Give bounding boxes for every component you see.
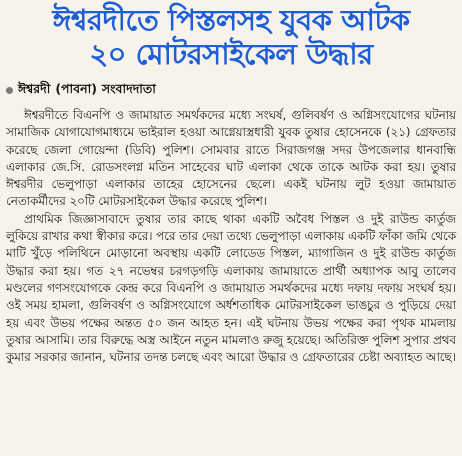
headline-line-2: ২০ মোটরসাইকেল উদ্ধার	[89, 37, 373, 72]
byline	[6, 81, 456, 101]
byline-place: ঈশ্বরদী	[18, 80, 51, 96]
headline	[6, 4, 456, 71]
article-paragraph: ঈশ্বরদীতে বিএনপি ও জামায়াত সমর্থকদের মধ্যে সংঘর্ষ, গুলিবর্ষণ ও অগ্নিসংযোগের ঘটনায় সামাজিক যোগাযোগমাধ্যমে ভাইরাল হওয়া আগ্নেয়াস্ত্রধারী যুবক তুষার হোসেনকে (২১) গ্রেফতার করেছে জেলা গোয়েন্দা (ডিবি) পুলিশ। সোমবার রাতে সিরাজগঞ্জ সদর উপজেলার ধানবান্ধি এলাকার জে.সি. রোডসংলগ্ন মতিন সাহেবের ঘাট এলাকা থেকে তাকে আটক করা হয়। তুষার ঈশ্বরদীর ভেলুপাড়া এলাকার তাহের হোসেনের ছেলে। একই ঘটনায় লুট হওয়া জামায়াত নেতাকর্মীদের ২০টি মোটরসাইকেল উদ্ধার করেছে পুলিশ।	[6, 107, 456, 209]
article-body	[6, 107, 456, 366]
headline-line-1: ঈশ্বরদীতে পিস্তলসহ যুবক আটক	[52, 3, 410, 37]
byline-role: সংবাদদাতা	[101, 80, 156, 96]
bullet-icon	[6, 87, 13, 94]
article-paragraph: প্রাথমিক জিজ্ঞাসাবাদে তুষার তার কাছে থাকা একটি অবৈধ পিস্তল ও দুই রাউন্ড কার্তুজ লুকিয়ে রাখার কথা স্বীকার করে। পরে তার দেয়া তথ্যে ভেলুপাড়া এলাকায় একটি ফাঁকা জমি থেকে মাটি খুঁড়ে পলিথিনে মোড়ানো অবস্থায় একটি লোডেড পিস্তল, ম্যাগাজিন ও দুই রাউন্ড কার্তুজ উদ্ধার করা হয়। গত ২৭ নভেম্বর চরগড়গড়ি এলাকায় জামায়াতে প্রার্থী অধ্যাপক আবু তালেব মণ্ডলের গণসংযোগকে কেন্দ্র করে বিএনপি ও জামায়াত সমর্থকদের মধ্যে দফায় দফায় সংঘর্ষ হয়। ওই সময় হামলা, গুলিবর্ষণ ও অগ্নিসংযোগে অর্ধশতাধিক মোটরসাইকেল ভাঙচুর ও পুড়িয়ে দেয়া হয় এবং উভয় পক্ষের অন্তত ৫০ জন আহত হন। এই ঘটনায় উভয় পক্ষের করা পৃথক মামলায় তুষার আসামি। তার বিরুদ্ধে অস্ত্র আইনে নতুন মামলাও রুজু হয়েছে। অতিরিক্ত পুলিশ সুপার প্রথব কুমার সরকার জানান, ঘটনার তদন্ত চলছে এবং আরো উদ্ধার ও গ্রেফতারের চেষ্টা অব্যাহত আছে।	[6, 211, 457, 365]
byline-district: (পাবনা)	[55, 80, 97, 96]
